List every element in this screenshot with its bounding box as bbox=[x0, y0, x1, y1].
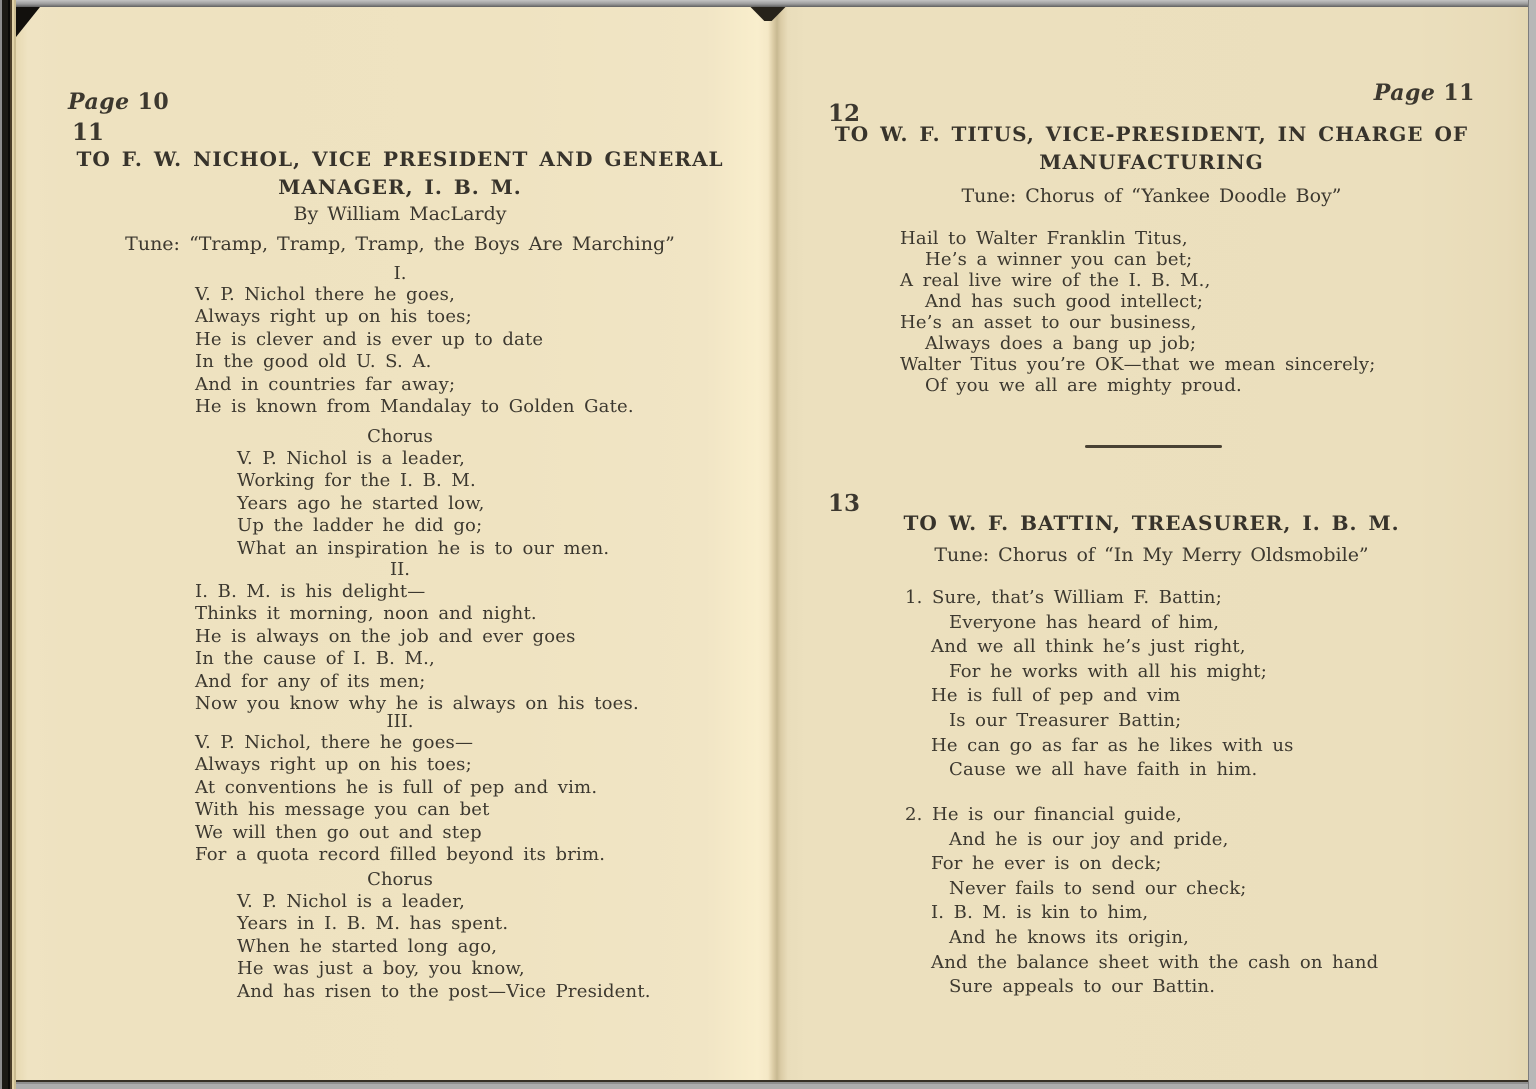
song-number: 11 bbox=[72, 119, 105, 146]
page-number-label bbox=[1374, 80, 1475, 106]
lyric-line: Walter Titus you’re OK—that we mean sincerely; bbox=[900, 354, 1376, 375]
left-page bbox=[16, 7, 745, 1080]
song-title-line: TO W. F. TITUS, VICE-PRESIDENT, IN CHARGE OF bbox=[834, 122, 1469, 146]
lyric-line: He is known from Mandalay to Golden Gate. bbox=[195, 396, 634, 418]
lyric-line: He is full of pep and vim bbox=[931, 685, 1181, 707]
lyric-line: Thinks it morning, noon and night. bbox=[195, 603, 537, 625]
lyric-line: Cause we all have faith in him. bbox=[949, 759, 1258, 781]
tune-line: Tune: “Tramp, Tramp, Tramp, the Boys Are Marching” bbox=[125, 233, 675, 255]
scan-edge-top bbox=[0, 0, 1536, 7]
song-number: 12 bbox=[828, 100, 861, 127]
lyric-line: And the balance sheet with the cash on hand bbox=[931, 951, 1379, 973]
lyric-line: Always right up on his toes; bbox=[195, 306, 472, 328]
lyric-line: Everyone has heard of him, bbox=[949, 611, 1220, 633]
lyric-line: For a quota record filled beyond its brim. bbox=[195, 844, 606, 866]
lyric-line: In the good old U. S. A. bbox=[195, 351, 432, 373]
verse-13-1 bbox=[905, 586, 1294, 783]
lyric-line: 2. He is our financial guide, bbox=[905, 804, 1182, 825]
stanza-12 bbox=[900, 228, 1376, 396]
lyric-line: Years in I. B. M. has spent. bbox=[237, 913, 509, 935]
song-title bbox=[775, 120, 1528, 176]
song-title-line: MANAGER, I. B. M. bbox=[278, 175, 522, 199]
chorus-2 bbox=[237, 891, 651, 1003]
lyric-line: With his message you can bet bbox=[195, 799, 490, 821]
lyric-line: And in countries far away; bbox=[195, 373, 456, 395]
lyric-line: He can go as far as he likes with us bbox=[931, 734, 1294, 756]
lyric-line: 1. Sure, that’s William F. Battin; bbox=[905, 587, 1222, 608]
verse-number-heading: III. bbox=[386, 711, 414, 732]
song-title bbox=[775, 509, 1528, 537]
lyric-line: V. P. Nichol is a leader, bbox=[237, 891, 466, 912]
lyric-line: And for any of its men; bbox=[195, 670, 426, 692]
song-title-line: TO W. F. BATTIN, TREASURER, I. B. M. bbox=[903, 511, 1400, 535]
lyric-line: Never fails to send our check; bbox=[949, 877, 1247, 899]
scan-edge-right bbox=[1528, 0, 1536, 1089]
page-word: Page bbox=[1373, 80, 1436, 106]
lyric-line: I. B. M. is his delight— bbox=[195, 581, 426, 602]
section-divider-rule bbox=[1085, 445, 1222, 448]
song-title-line: MANUFACTURING bbox=[1039, 150, 1264, 174]
lyric-line: A real live wire of the I. B. M., bbox=[900, 270, 1211, 291]
lyric-line: Of you we all are mighty proud. bbox=[925, 375, 1242, 396]
lyric-line: We will then go out and step bbox=[195, 821, 482, 843]
lyric-line: Always right up on his toes; bbox=[195, 754, 472, 776]
lyric-line: And has such good intellect; bbox=[925, 291, 1204, 312]
lyric-line: He’s a winner you can bet; bbox=[925, 249, 1193, 270]
lyric-line: V. P. Nichol is a leader, bbox=[237, 448, 466, 469]
book-spread bbox=[16, 7, 1528, 1080]
verse-13-2 bbox=[905, 803, 1378, 1000]
lyric-line: And we all think he’s just right, bbox=[931, 636, 1246, 658]
lyric-line: He is always on the job and ever goes bbox=[195, 625, 576, 647]
lyric-line: He is clever and is ever up to date bbox=[195, 328, 544, 350]
lyric-line: And he is our joy and pride, bbox=[949, 828, 1229, 850]
verse-number-heading: I. bbox=[393, 263, 407, 284]
lyric-line: I. B. M. is kin to him, bbox=[931, 902, 1149, 924]
page-number: 10 bbox=[137, 89, 170, 115]
lyric-line: V. P. Nichol, there he goes— bbox=[195, 732, 474, 753]
lyric-line: What an inspiration he is to our men. bbox=[237, 537, 610, 559]
right-page bbox=[775, 7, 1528, 1080]
song-number: 13 bbox=[828, 490, 861, 517]
chorus-heading: Chorus bbox=[367, 426, 433, 447]
lyric-line: He was just a boy, you know, bbox=[237, 958, 525, 980]
verse-1 bbox=[195, 284, 634, 418]
lyric-line: Up the ladder he did go; bbox=[237, 515, 483, 537]
lyric-line: And has risen to the post—Vice President. bbox=[237, 980, 651, 1002]
lyric-line: Now you know why he is always on his toes. bbox=[195, 693, 639, 715]
lyric-line: Hail to Walter Franklin Titus, bbox=[900, 228, 1188, 249]
song-title bbox=[46, 145, 754, 201]
page-word: Page bbox=[68, 89, 130, 115]
verse-2 bbox=[195, 581, 639, 715]
lyric-line: Working for the I. B. M. bbox=[237, 470, 476, 492]
byline: By William MacLardy bbox=[293, 203, 507, 225]
chorus-1 bbox=[237, 448, 609, 560]
song-title-line: TO F. W. NICHOL, VICE PRESIDENT AND GENERAL bbox=[76, 147, 724, 171]
scan-edge-bottom bbox=[0, 1080, 1536, 1089]
lyric-line: At conventions he is full of pep and vim. bbox=[195, 776, 598, 798]
tune-line: Tune: Chorus of “In My Merry Oldsmobile” bbox=[934, 544, 1369, 566]
lyric-line: V. P. Nichol there he goes, bbox=[195, 284, 455, 305]
book-left-cover-edge bbox=[0, 0, 16, 1089]
lyric-line: When he started long ago, bbox=[237, 935, 498, 957]
tune-line: Tune: Chorus of “Yankee Doodle Boy” bbox=[961, 185, 1342, 207]
verse-number-heading: II. bbox=[390, 559, 410, 580]
page-number-label bbox=[68, 89, 169, 115]
verse-3 bbox=[195, 732, 605, 866]
lyric-line: For he works with all his might; bbox=[949, 660, 1267, 682]
lyric-line: Always does a bang up job; bbox=[925, 333, 1197, 354]
lyric-line: In the cause of I. B. M., bbox=[195, 648, 435, 670]
lyric-line: Sure appeals to our Battin. bbox=[949, 976, 1216, 998]
lyric-line: And he knows its origin, bbox=[949, 926, 1190, 948]
page-number: 11 bbox=[1443, 80, 1475, 106]
chorus-heading: Chorus bbox=[367, 869, 433, 890]
lyric-line: He’s an asset to our business, bbox=[900, 312, 1197, 333]
lyric-line: For he ever is on deck; bbox=[931, 853, 1162, 875]
lyric-line: Years ago he started low, bbox=[237, 492, 485, 514]
lyric-line: Is our Treasurer Battin; bbox=[949, 709, 1182, 731]
